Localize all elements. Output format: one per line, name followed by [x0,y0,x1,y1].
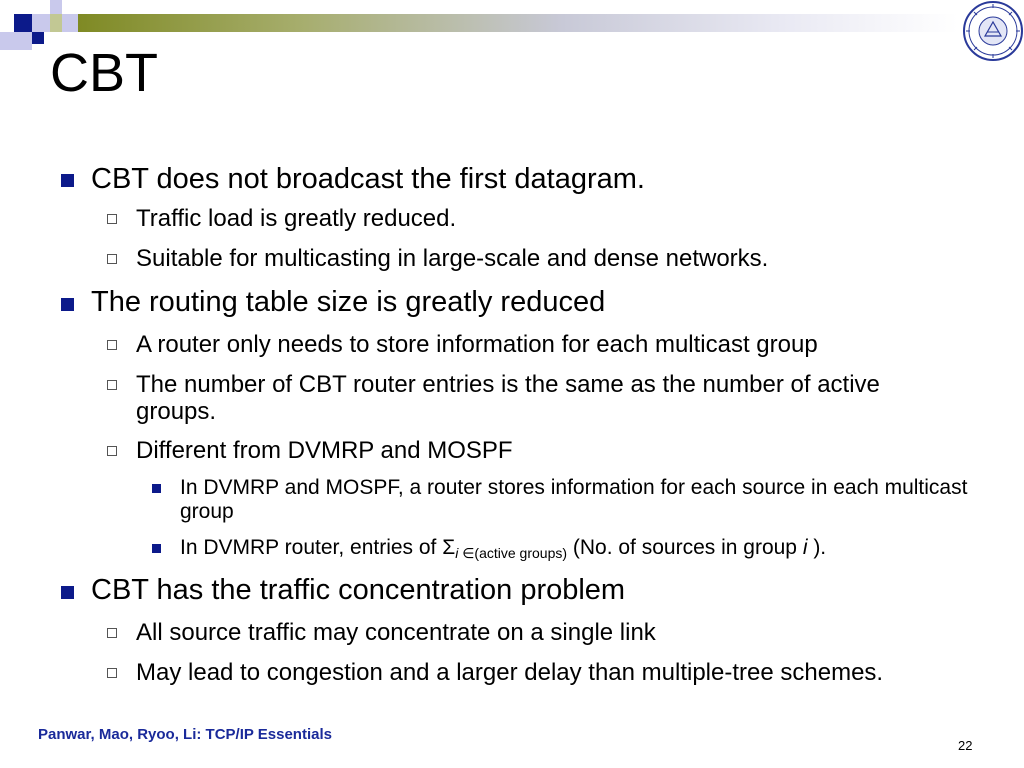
bullet-square-icon [61,298,74,311]
bullet-2-3-1: In DVMRP and MOSPF, a router stores information for each source in each multicast group [180,476,968,523]
bullet-hollow-square-icon [107,628,117,638]
formula-middle: (No. of sources in group [567,536,803,559]
bullet-hollow-square-icon [107,340,117,350]
bullet-2: The routing table size is greatly reduced [91,286,606,318]
bullet-square-icon [152,544,161,553]
bullet-2-3: Different from DVMRP and MOSPF [136,437,513,464]
bullet-2-1: A router only needs to store information for each multicast group [136,331,818,358]
header-gradient-bar [78,14,958,32]
decor-square-8 [50,14,62,32]
page-number: 22 [958,738,973,753]
bullet-1-2: Suitable for multicasting in large-scale and dense networks. [136,245,769,272]
formula-subscript-var: i [455,545,459,561]
university-seal-icon [960,0,1024,62]
bullet-hollow-square-icon [107,214,117,224]
slide-title: CBT [50,43,158,103]
bullet-3: CBT has the traffic concentration problem [91,574,626,606]
bullet-1: CBT does not broadcast the first datagram. [91,163,645,195]
decor-square-7 [62,14,78,32]
bullet-square-icon [61,174,74,187]
bullet-2-2: The number of CBT router entries is the same as the number of active groups. [136,371,880,425]
bullet-square-icon [152,484,161,493]
formula-subscript-rest: ∈(active groups) [458,545,568,561]
bullet-3-1: All source traffic may concentrate on a single link [136,619,656,646]
decor-square-3 [50,0,62,14]
decor-square-4 [14,32,32,50]
bullet-hollow-square-icon [107,446,117,456]
formula-var: i [802,536,808,559]
bullet-2-3-2 [180,536,980,565]
decor-square-2 [32,14,50,32]
slide-footer: Panwar, Mao, Ryoo, Li: TCP/IP Essentials [38,726,332,743]
bullet-3-2: May lead to congestion and a larger delay than multiple-tree schemes. [136,659,884,686]
formula-end: ). [807,536,827,559]
bullet-hollow-square-icon [107,668,117,678]
decor-square-1 [14,14,32,32]
formula-subscript [455,545,567,561]
bullet-hollow-square-icon [107,380,117,390]
bullet-hollow-square-icon [107,254,117,264]
bullet-1-1: Traffic load is greatly reduced. [136,205,457,232]
decor-square-5 [0,32,14,50]
formula-prefix: In DVMRP router, entries of Σ [180,536,456,559]
bullet-square-icon [61,586,74,599]
decor-square-6 [32,32,44,44]
